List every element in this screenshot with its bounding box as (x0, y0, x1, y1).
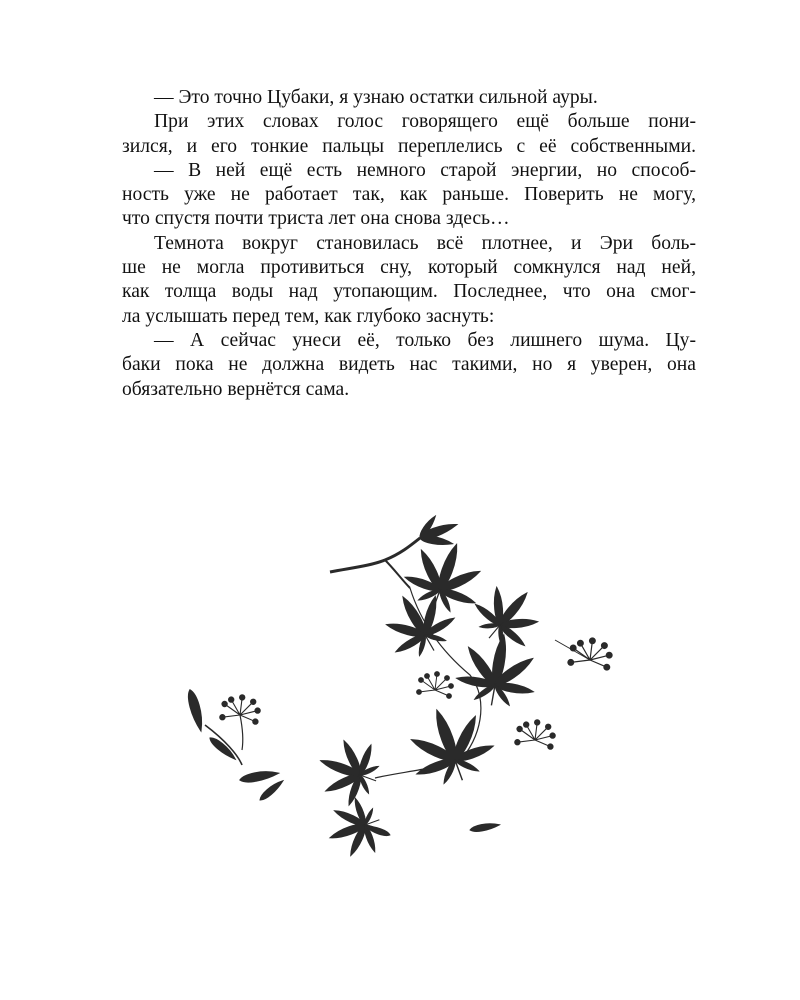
text-line: Темнота вокруг становилась всё плотнее, и Эри боль- (154, 232, 696, 254)
text-line: ше не могла противиться сну, который сомкнулся над ней, (122, 257, 696, 279)
text-line: зился, и его тонкие пальцы переплелись с её собственными. (122, 135, 696, 157)
text-line: ла услышать перед тем, как глубоко заснуть: (122, 305, 495, 327)
text-line: — А сейчас унеси её, только без лишнего шума. Цу- (154, 329, 696, 351)
text-line: как толща воды над утопающим. Последнее, что она смог- (122, 281, 696, 303)
text-line: При этих словах голос говорящего ещё больше пони- (154, 111, 696, 133)
text-line: баки пока не должна видеть нас такими, но я уверен, она (122, 354, 696, 376)
text-line: ность уже не работает так, как раньше. Поверить не могу, (122, 184, 696, 206)
text-line: что спустя почти триста лет она снова здесь… (122, 208, 510, 230)
text-line: — В ней ещё есть немного старой энергии, но способ- (154, 159, 696, 181)
body-text (122, 86, 696, 402)
text-line: обязательно вернётся сама. (122, 378, 350, 400)
text-line: — Это точно Цубаки, я узнаю остатки сильной ауры. (154, 87, 598, 108)
maple-branch-ink-drawing-icon (170, 510, 640, 865)
